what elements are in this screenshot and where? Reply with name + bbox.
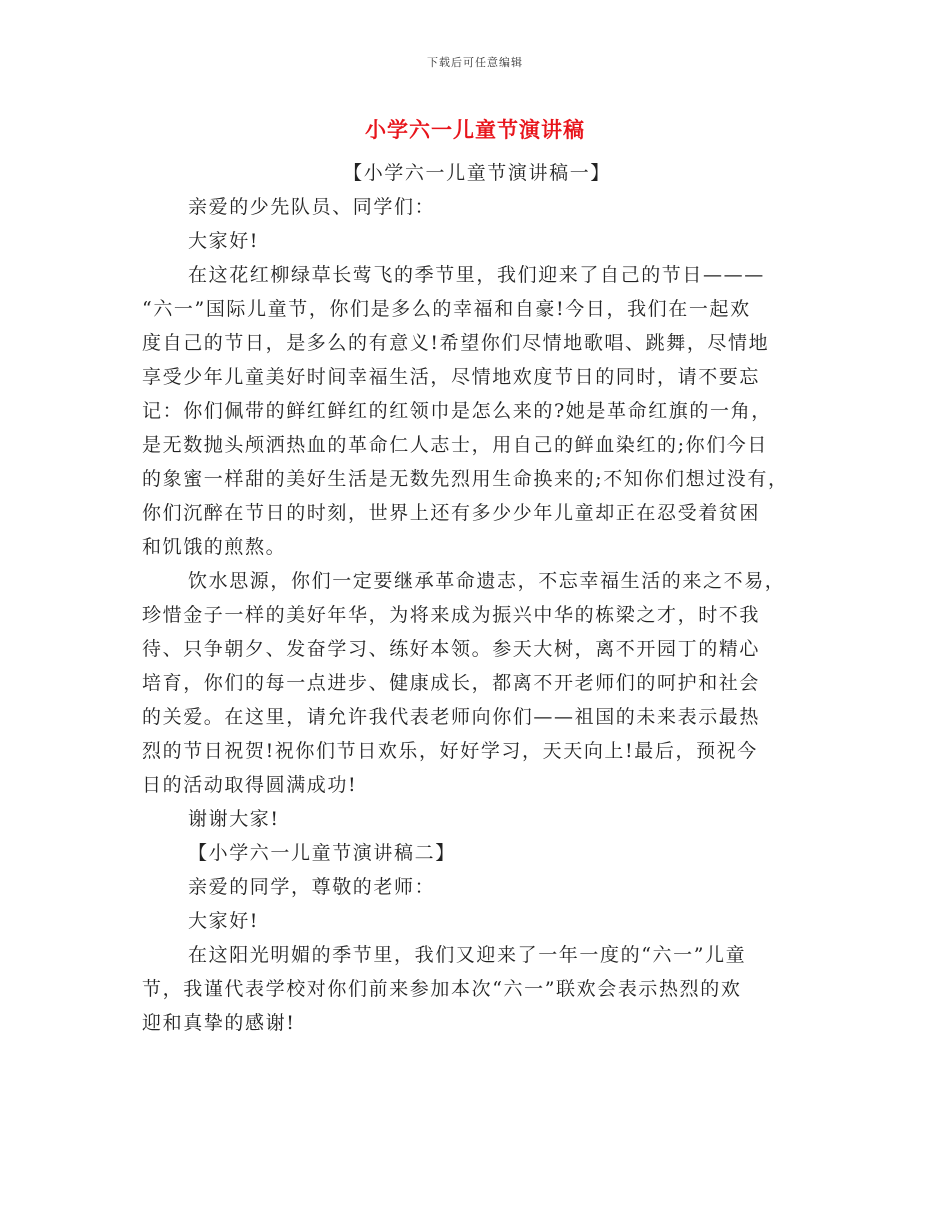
document-title: 小学六一儿童节演讲稿 bbox=[365, 117, 585, 142]
paragraph-line: 你们沉醉在节日的时刻，世界上还有多少少年儿童却正在忍受着贫困 bbox=[142, 502, 761, 524]
paragraph-line: 饮水思源，你们一定要继承革命遗志，不忘幸福生活的来之不易， bbox=[188, 570, 786, 592]
paragraph-line: 待、只争朝夕、发奋学习、练好本领。参天大树，离不开园丁的精心 bbox=[142, 638, 761, 660]
speech2-salutation: 亲爱的同学，尊敬的老师： bbox=[188, 876, 436, 898]
paragraph-line: 在这阳光明媚的季节里，我们又迎来了一年一度的“六一”儿童 bbox=[188, 944, 747, 966]
paragraph-line: 度自己的节日，是多么的有意义!希望你们尽情地歌唱、跳舞，尽情地 bbox=[142, 332, 770, 354]
paragraph-line: 日的活动取得圆满成功! bbox=[142, 774, 358, 796]
speech2-paragraph-1 bbox=[142, 938, 812, 1040]
speech1-salutation: 亲爱的少先队员、同学们： bbox=[188, 196, 436, 218]
speech2-heading: 【小学六一儿童节演讲稿二】 bbox=[188, 842, 456, 864]
paragraph-line: 是无数抛头颅洒热血的革命仁人志士，用自己的鲜血染红的;你们今日 bbox=[142, 434, 769, 456]
speech1-paragraph-1 bbox=[142, 258, 812, 564]
paragraph-line: 培育，你们的每一点进步、健康成长，都离不开老师们的呵护和社会 bbox=[142, 672, 761, 694]
page-header-note: 下载后可任意编辑 bbox=[427, 56, 523, 69]
paragraph-line: 享受少年儿童美好时间幸福生活，尽情地欢度节日的同时，请不要忘 bbox=[142, 366, 761, 388]
paragraph-line: 烈的节日祝贺!祝你们节日欢乐，好好学习，天天向上!最后，预祝今 bbox=[142, 740, 758, 762]
speech1-paragraph-2 bbox=[142, 564, 812, 802]
speech1-greeting: 大家好! bbox=[188, 230, 260, 252]
paragraph-line: 在这花红柳绿草长莺飞的季节里，我们迎来了自己的节日——— bbox=[188, 264, 765, 286]
paragraph-line: 节，我谨代表学校对你们前来参加本次“六一”联欢会表示热烈的欢 bbox=[142, 978, 742, 1000]
paragraph-line: 的关爱。在这里，请允许我代表老师向你们——祖国的未来表示最热 bbox=[142, 706, 761, 728]
speech2-greeting: 大家好! bbox=[188, 910, 260, 932]
document-body bbox=[142, 156, 812, 1040]
paragraph-line: 和饥饿的煎熬。 bbox=[142, 536, 287, 558]
paragraph-line: 迎和真挚的感谢! bbox=[142, 1012, 296, 1034]
speech1-closing: 谢谢大家! bbox=[188, 808, 280, 830]
paragraph-line: 记：你们佩带的鲜红鲜红的红领巾是怎么来的?她是革命红旗的一角， bbox=[142, 400, 772, 422]
paragraph-line: 珍惜金子一样的美好年华，为将来成为振兴中华的栋梁之才，时不我 bbox=[142, 604, 761, 626]
paragraph-line: 的象蜜一样甜的美好生活是无数先烈用生命换来的;不知你们想过没有， bbox=[142, 468, 789, 490]
paragraph-line: “六一”国际儿童节，你们是多么的幸福和自豪!今日，我们在一起欢 bbox=[142, 298, 751, 320]
speech1-heading: 【小学六一儿童节演讲稿一】 bbox=[343, 162, 611, 184]
